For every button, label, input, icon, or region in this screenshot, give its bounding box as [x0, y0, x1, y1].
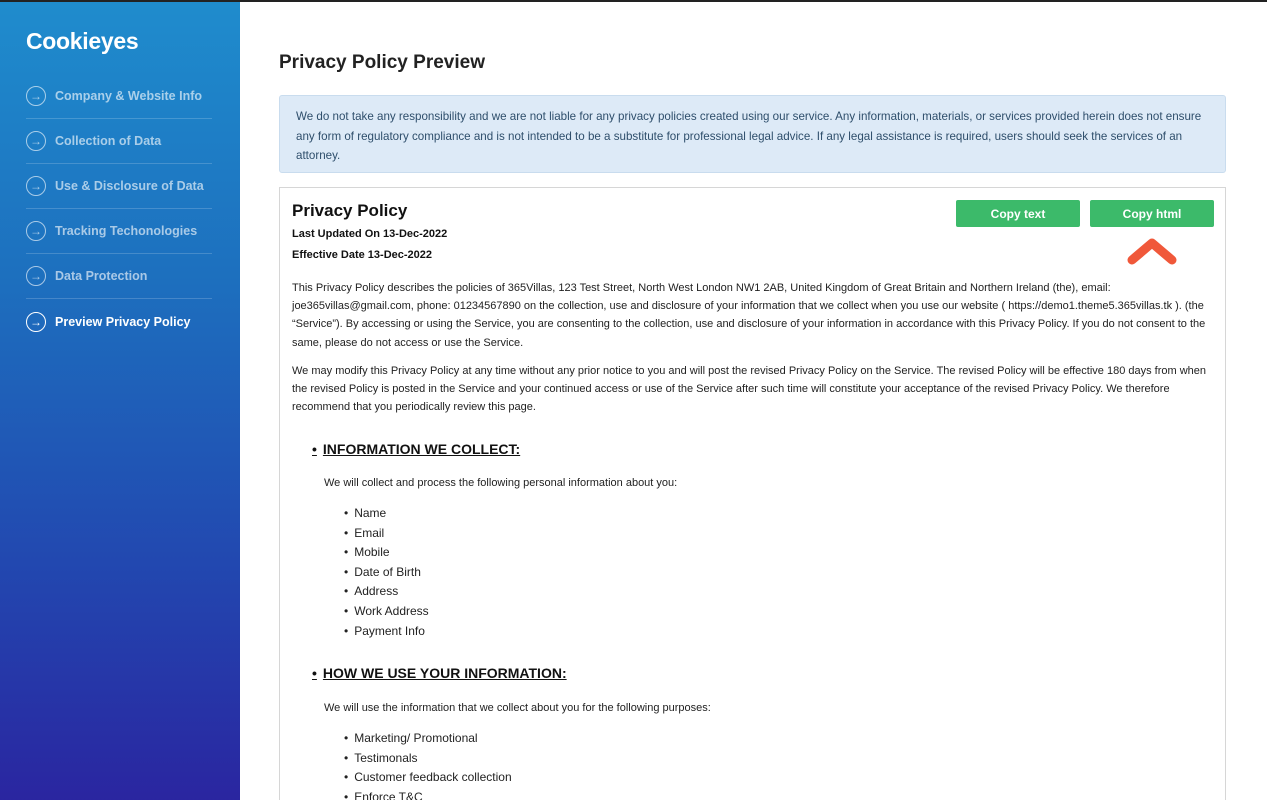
sidebar-item-label: Collection of Data — [55, 134, 162, 148]
list-item: • Enforce T&C — [344, 788, 512, 800]
sidebar-item-label: Tracking Techonologies — [55, 224, 198, 238]
sidebar-item-data-protection[interactable] — [26, 254, 212, 299]
last-updated-date: Last Updated On 13-Dec-2022 — [292, 228, 448, 240]
sidebar-item-label: Preview Privacy Policy — [55, 314, 191, 329]
page-title: Privacy Policy Preview — [279, 52, 485, 73]
bullet-dot: • — [312, 441, 317, 457]
arrow-right-circle-icon: → — [26, 312, 46, 332]
bullet-dot: • — [312, 665, 317, 681]
arrow-right-circle-icon: → — [26, 131, 46, 151]
main-content — [240, 2, 1267, 800]
sidebar-item-label: Company & Website Info — [55, 89, 203, 103]
sidebar-item-label: Use & Disclosure of Data — [55, 179, 204, 193]
cookieyes-logo: Cookieyes — [26, 28, 139, 54]
list-item: • Date of Birth — [344, 563, 429, 583]
list-item: • Address — [344, 582, 429, 602]
sidebar-item-use-disclosure-of-data[interactable] — [26, 164, 212, 209]
privacy-policy-preview[interactable] — [279, 187, 1226, 800]
sidebar-item-company-website-info[interactable] — [26, 74, 212, 119]
section-heading-information-we-collect — [312, 441, 520, 457]
sidebar-item-tracking-technologies[interactable] — [26, 209, 212, 254]
sidebar-item-preview-privacy-policy[interactable] — [26, 299, 212, 344]
usage-purposes-list — [344, 729, 512, 800]
arrow-right-circle-icon: → — [26, 266, 46, 286]
sidebar — [0, 2, 240, 800]
arrow-right-circle-icon: → — [26, 176, 46, 196]
list-item: • Marketing/ Promotional — [344, 729, 512, 749]
arrow-right-circle-icon: → — [26, 86, 46, 106]
section-intro: We will collect and process the following personal information about you: — [324, 477, 678, 489]
collected-info-list — [344, 504, 429, 641]
section-heading-how-we-use-your-information — [312, 665, 567, 681]
sidebar-item-label: Data Protection — [55, 269, 148, 283]
copy-html-button[interactable]: Copy html — [1090, 200, 1214, 227]
section-intro: We will use the information that we collect about you for the following purposes: — [324, 702, 711, 714]
list-item: • Work Address — [344, 602, 429, 622]
section-heading-label: INFORMATION WE COLLECT: — [322, 441, 521, 457]
list-item: • Payment Info — [344, 622, 429, 642]
sidebar-item-collection-of-data[interactable] — [26, 119, 212, 164]
sidebar-nav — [26, 74, 212, 344]
list-item: • Email — [344, 524, 429, 544]
list-item: • Testimonals — [344, 749, 512, 769]
disclaimer-notice: We do not take any responsibility and we are not liable for any privacy policies created using our service. Any information, materials, or services provided herein does not ensure any form of regulatory compliance and is not intended to be a substitute for professional legal advice. If any legal assistance is required, users should seek the services of an attorney. — [279, 95, 1226, 173]
chevron-up-icon — [1125, 235, 1179, 267]
list-item: • Customer feedback collection — [344, 768, 512, 788]
list-item: • Mobile — [344, 543, 429, 563]
effective-date: Effective Date 13-Dec-2022 — [292, 249, 433, 261]
list-item: • Name — [344, 504, 429, 524]
policy-intro-paragraph: This Privacy Policy describes the policies of 365Villas, 123 Test Street, North West London NW1 2AB, United Kingdom of Great Britain and Northern Ireland (the), email: joe365villas@gmail.com, phone: 01234567890 on the collection, use and disclosure of your information that we collect when you use our website ( https://demo1.theme5.365villas.tk ). (the “Service”). By accessing or using the Service, you are consenting to the collection, use and disclosure of your information in accordance with this Privacy Policy. If you do not consent to the same, please do not access or use the Service. — [292, 282, 1206, 349]
policy-title: Privacy Policy — [292, 201, 408, 220]
copy-text-button[interactable]: Copy text — [956, 200, 1080, 227]
arrow-right-circle-icon: → — [26, 221, 46, 241]
section-heading-label: HOW WE USE YOUR INFORMATION: — [322, 665, 567, 681]
policy-modification-paragraph: We may modify this Privacy Policy at any time without any prior notice to you and will post the revised Privacy Policy on the Service. The revised Policy will be effective 180 days from when the revised Policy is posted in the Service and your continued access or use of the Service after such time will constitute your acceptance of the revised Privacy Policy. We therefore recommend that you periodically review this page. — [292, 365, 1207, 414]
